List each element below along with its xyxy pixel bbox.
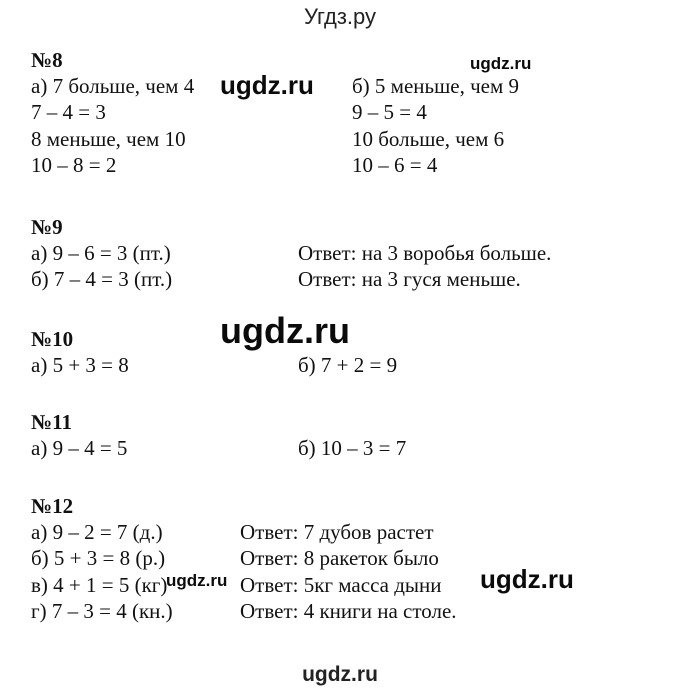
ex8-right-line: б) 5 меньше, чем 9 <box>352 74 520 98</box>
watermark-text: ugdz.ru <box>166 571 228 590</box>
ex9-answer: Ответ: на 3 гуся меньше. <box>298 267 521 291</box>
ex10-part-a: а) 5 + 3 = 8 <box>31 353 129 377</box>
ex8-right-line: 10 больше, чем 6 <box>352 127 505 151</box>
exercise-12-title: №12 <box>31 494 74 518</box>
ex8-left-line: 10 – 8 = 2 <box>31 153 117 177</box>
ex12-answer: Ответ: 8 ракеток было <box>240 546 439 570</box>
watermark-text: ugdz.ru <box>470 54 532 73</box>
ex12-answer: Ответ: 4 книги на столе. <box>240 599 457 623</box>
ex11-part-b: б) 10 – 3 = 7 <box>298 436 407 460</box>
ex12-expression: г) 7 – 3 = 4 (кн.) <box>31 599 173 623</box>
ex12-expression: б) 5 + 3 = 8 (р.) <box>31 546 166 570</box>
exercise-8-title: №8 <box>31 48 63 72</box>
ex12-answer: Ответ: 5кг масса дыни <box>240 573 442 597</box>
ex11-part-a: а) 9 – 4 = 5 <box>31 436 128 460</box>
ex12-expression: в) 4 + 1 = 5 (кг) <box>31 573 168 597</box>
exercise-9-title: №9 <box>31 215 63 239</box>
ex12-answer: Ответ: 7 дубов растет <box>240 520 434 544</box>
ex8-left-line: 7 – 4 = 3 <box>31 100 106 124</box>
watermark-text: ugdz.ru <box>220 70 314 100</box>
page-footer: ugdz.ru <box>302 663 378 686</box>
ex12-expression: а) 9 – 2 = 7 (д.) <box>31 520 163 544</box>
page-header: Угдз.ру <box>303 4 377 29</box>
ex8-left-line: а) 7 больше, чем 4 <box>31 74 195 98</box>
ex9-answer: Ответ: на 3 воробья больше. <box>298 241 552 265</box>
ex9-expression: б) 7 – 4 = 3 (пт.) <box>31 267 173 291</box>
ex8-right-line: 10 – 6 = 4 <box>352 153 438 177</box>
ex10-part-b: б) 7 + 2 = 9 <box>298 353 398 377</box>
ex8-right-line: 9 – 5 = 4 <box>352 100 427 124</box>
exercise-11-title: №11 <box>31 410 72 434</box>
watermark-text: ugdz.ru <box>220 310 350 351</box>
ex8-left-line: 8 меньше, чем 10 <box>31 127 186 151</box>
exercise-10-title: №10 <box>31 327 74 351</box>
ex9-expression: а) 9 – 6 = 3 (пт.) <box>31 241 171 265</box>
watermark-text: ugdz.ru <box>480 564 574 594</box>
